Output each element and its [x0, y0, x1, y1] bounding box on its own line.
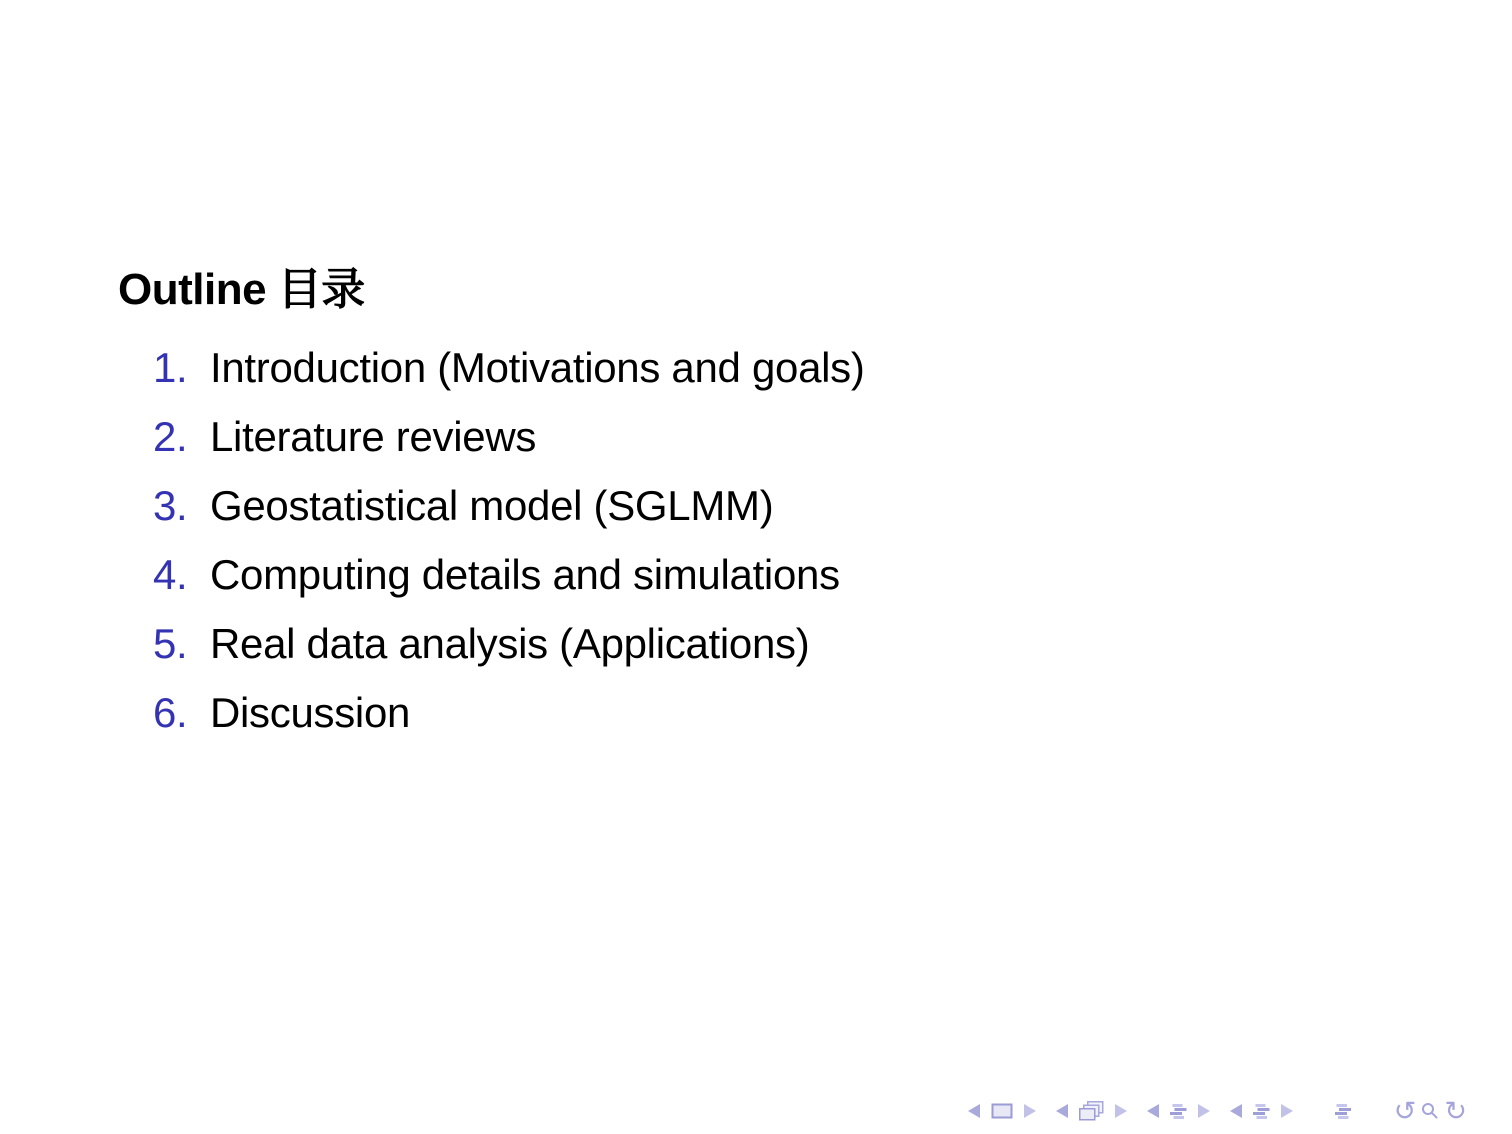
prev-section-arrow-icon[interactable] [1230, 1104, 1242, 1118]
next-subsection-arrow-icon[interactable] [1198, 1104, 1210, 1118]
slide-icon[interactable] [991, 1103, 1013, 1119]
appendix-nav-group [1335, 1104, 1352, 1119]
back-icon[interactable]: ↺ [1393, 1095, 1417, 1127]
subsection-list-icon[interactable] [1170, 1104, 1187, 1119]
section-list-icon[interactable] [1253, 1104, 1270, 1119]
item-number: 3. [153, 481, 188, 529]
prev-frame-arrow-icon[interactable] [1056, 1104, 1068, 1118]
item-text: Introduction (Motivations and goals) [210, 343, 865, 391]
outline-item [153, 609, 865, 678]
item-number: 5. [153, 619, 188, 667]
prev-slide-arrow-icon[interactable] [968, 1104, 980, 1118]
outline-item [153, 471, 865, 540]
frame-nav-group [1056, 1101, 1127, 1122]
item-number: 4. [153, 550, 188, 598]
item-text: Literature reviews [210, 412, 537, 460]
item-number: 2. [153, 412, 188, 460]
item-number: 6. [153, 688, 188, 736]
item-text: Discussion [210, 688, 411, 736]
section-nav-group [1230, 1104, 1293, 1119]
item-text: Computing details and simulations [210, 550, 840, 598]
item-number: 1. [153, 343, 188, 391]
outline-item [153, 540, 865, 609]
slide-nav-group [968, 1103, 1036, 1119]
frames-icon[interactable] [1079, 1101, 1104, 1122]
next-section-arrow-icon[interactable] [1281, 1104, 1293, 1118]
next-slide-arrow-icon[interactable] [1024, 1104, 1036, 1118]
next-frame-arrow-icon[interactable] [1115, 1104, 1127, 1118]
slide-title: Outline 目录 [118, 265, 365, 314]
forward-icon[interactable]: ↻ [1444, 1095, 1467, 1127]
item-text: Real data analysis (Applications) [210, 619, 810, 667]
history-nav-group [1393, 1095, 1467, 1127]
prev-subsection-arrow-icon[interactable] [1147, 1104, 1159, 1118]
item-text: Geostatistical model (SGLMM) [210, 481, 774, 529]
outline-item [153, 678, 865, 747]
outline-list [153, 333, 865, 747]
search-icon[interactable] [1421, 1102, 1439, 1120]
outline-item [153, 333, 865, 402]
appendix-icon[interactable] [1335, 1104, 1352, 1119]
outline-item [153, 402, 865, 471]
subsection-nav-group [1147, 1104, 1210, 1119]
beamer-navigation-bar [968, 1096, 1467, 1126]
